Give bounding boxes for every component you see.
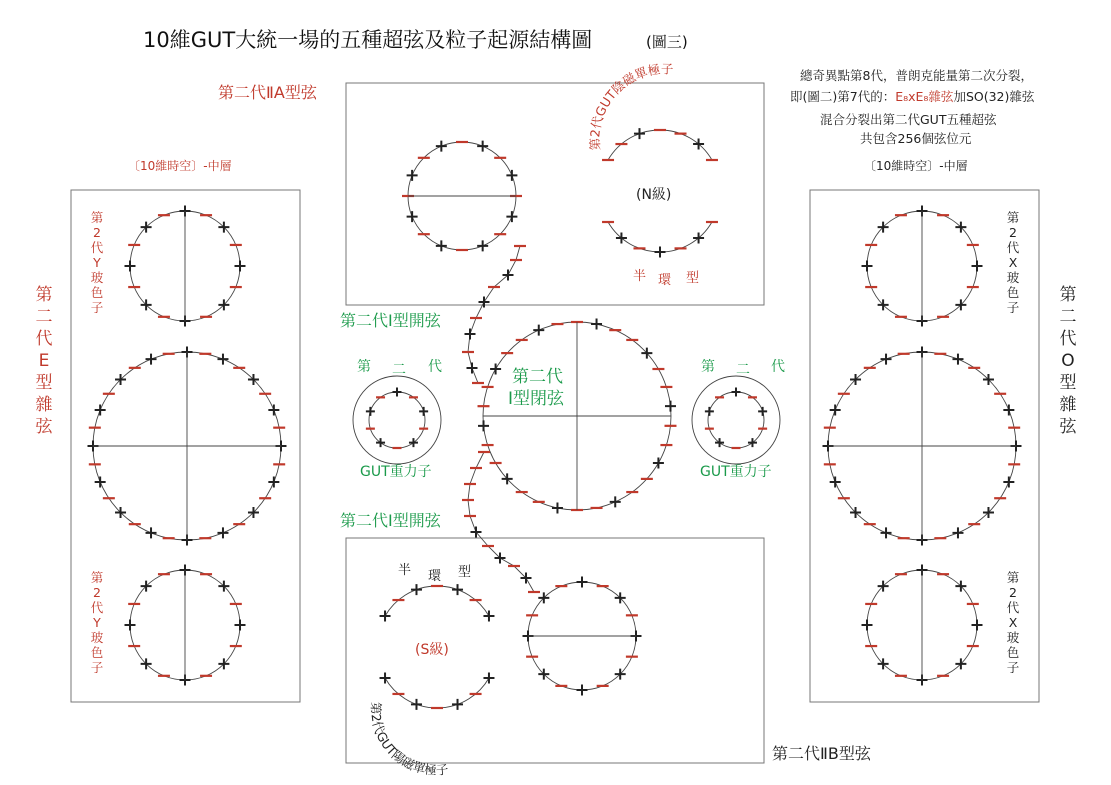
plus-mark	[577, 685, 588, 696]
plus-mark	[506, 211, 517, 222]
label-char: 環	[658, 273, 672, 288]
label-char: 代	[428, 359, 442, 375]
graviton-right-label: GUT重力子	[700, 464, 772, 480]
half-ring-bottom-label	[398, 562, 471, 584]
label-char: 子	[90, 300, 104, 315]
plus-mark	[479, 297, 490, 308]
plus-mark	[436, 240, 447, 251]
label-char: 代	[35, 329, 53, 349]
label-char: 型	[686, 271, 700, 286]
plus-mark	[483, 611, 494, 622]
plus-mark	[758, 407, 767, 416]
label-char: 玻	[90, 270, 104, 285]
label-char: 二	[1059, 307, 1077, 327]
left-spacetime-label: 〔10維時空〕-中層	[128, 159, 232, 173]
e-type-label	[36, 285, 54, 437]
iib-label: 第二代ⅡB型弦	[772, 744, 871, 763]
label-char: Y	[93, 255, 101, 270]
plus-mark	[634, 128, 645, 139]
label-char: 第	[1006, 210, 1020, 225]
iia-label: 第二代ⅡA型弦	[218, 83, 317, 102]
label-char: 2	[93, 585, 101, 600]
label-char: 代	[1059, 329, 1077, 349]
plus-mark	[732, 388, 741, 397]
label-char: 2	[1009, 225, 1017, 240]
monopole-negative-label: 第2代GUT陰磁單極子	[587, 61, 674, 151]
x-boson-bottom-label	[1007, 570, 1020, 675]
plus-mark	[655, 247, 666, 258]
label-char: 二	[392, 362, 406, 378]
plus-mark	[552, 502, 563, 513]
diagram-title: 10維GUT大統一場的五種超弦及粒子起源結構圖	[143, 28, 593, 52]
plus-mark	[125, 261, 136, 272]
plus-mark	[490, 364, 501, 375]
plus-mark	[411, 699, 422, 710]
plus-mark	[653, 458, 664, 469]
plus-mark	[366, 407, 375, 416]
label-char: Y	[93, 615, 101, 630]
note-line-1: 總奇異點第8代，普朗克能量第二次分裂，	[800, 68, 1033, 83]
plus-mark	[478, 420, 489, 431]
vertical-labels	[36, 210, 1078, 675]
open-string-top-label: 第二代Ⅰ型開弦	[340, 311, 441, 330]
plus-mark	[419, 407, 428, 416]
plus-mark	[407, 170, 418, 181]
label-char: 第	[1059, 285, 1077, 305]
gen2-right-label	[701, 359, 785, 378]
string-circle	[708, 392, 764, 448]
plus-mark	[952, 527, 963, 538]
label-char: 半	[398, 563, 412, 578]
plus-mark	[95, 405, 106, 416]
label-char: 色	[1006, 285, 1020, 300]
label-char: E	[38, 351, 50, 371]
right-spacetime-label: 〔10維時空〕-中層	[864, 159, 968, 173]
note-line-4: 共包含256個弦位元	[860, 131, 972, 146]
closed-string-label-1: 第二代	[512, 367, 563, 387]
label-char: 第	[35, 285, 53, 305]
plus-mark	[393, 388, 402, 397]
open-string-path	[468, 246, 520, 383]
y-boson-top-label	[91, 210, 104, 315]
label-char: 第	[90, 210, 104, 225]
string-circle	[369, 392, 425, 448]
label-char: 型	[1059, 373, 1077, 393]
label-char: 代	[771, 359, 785, 375]
plus-mark	[146, 527, 157, 538]
note-line-2: 即(圖二)第7代的：E₈xE₈雜弦加SO(32)雜弦	[790, 89, 1035, 104]
label-char: 第	[1006, 570, 1020, 585]
label-char: 代	[1006, 600, 1020, 615]
plus-mark	[477, 240, 488, 251]
label-char: 半	[633, 269, 647, 284]
monopole-positive-label: 第2代GUT陽磁單極子	[368, 701, 450, 778]
diagram-title-suffix: (圖三)	[646, 33, 688, 51]
plus-mark	[95, 476, 106, 487]
label-char: 子	[90, 660, 104, 675]
n-class-label: (N級)	[636, 187, 672, 203]
plus-mark	[380, 611, 391, 622]
plus-mark	[268, 405, 279, 416]
label-char: 色	[90, 285, 104, 300]
label-char: 子	[1006, 660, 1020, 675]
plus-mark	[380, 673, 391, 684]
iia-box	[346, 83, 764, 305]
plus-mark	[705, 407, 714, 416]
plus-mark	[881, 527, 892, 538]
closed-string-label-2: Ⅰ型閉弦	[508, 389, 565, 409]
plus-mark	[146, 354, 157, 365]
label-char: X	[1008, 255, 1018, 270]
plus-mark	[972, 620, 983, 631]
plus-mark	[533, 325, 544, 336]
plus-mark	[452, 699, 463, 710]
plus-mark	[407, 211, 418, 222]
label-char: 二	[35, 307, 53, 327]
string-diagram-shapes	[88, 128, 1022, 710]
label-char: 色	[1006, 645, 1020, 660]
label-char: 二	[736, 362, 750, 378]
plus-mark	[972, 261, 983, 272]
label-char: 第	[357, 359, 371, 375]
plus-mark	[268, 476, 279, 487]
label-char: 玻	[1006, 630, 1020, 645]
plus-mark	[830, 476, 841, 487]
plus-mark	[465, 329, 476, 340]
plus-mark	[862, 261, 873, 272]
plus-mark	[862, 620, 873, 631]
plus-mark	[830, 405, 841, 416]
label-char: 玻	[90, 630, 104, 645]
plus-mark	[467, 363, 478, 374]
plus-mark	[1003, 476, 1014, 487]
s-class-label: (S級)	[415, 642, 449, 658]
y-boson-bottom-label	[91, 570, 104, 675]
label-char: 環	[428, 569, 442, 584]
plus-mark	[591, 319, 602, 330]
label-char: 玻	[1006, 270, 1020, 285]
label-char: X	[1008, 615, 1018, 630]
o-type-label	[1060, 285, 1078, 437]
label-char: 雜	[1059, 395, 1077, 415]
label-char: 子	[1006, 300, 1020, 315]
plus-mark	[436, 141, 447, 152]
label-char: 2	[1009, 585, 1017, 600]
plus-mark	[125, 620, 136, 631]
plus-mark	[483, 673, 494, 684]
x-boson-top-label	[1007, 210, 1020, 315]
open-string-path	[468, 452, 534, 592]
plus-mark	[952, 354, 963, 365]
label-char: 代	[1006, 240, 1020, 255]
plus-mark	[1003, 405, 1014, 416]
gen2-left-label	[357, 359, 442, 378]
label-char: 第	[90, 570, 104, 585]
plus-mark	[235, 620, 246, 631]
label-char: 弦	[35, 417, 53, 437]
plus-mark	[610, 496, 621, 507]
label-char: 第	[701, 359, 715, 375]
plus-mark	[217, 354, 228, 365]
label-char: 代	[90, 600, 104, 615]
label-char: 弦	[1059, 417, 1077, 437]
label-char: 雜	[35, 395, 53, 415]
plus-mark	[411, 584, 422, 595]
plus-mark	[452, 584, 463, 595]
label-char: O	[1061, 351, 1075, 371]
graviton-left-label: GUT重力子	[360, 464, 432, 480]
plus-mark	[577, 577, 588, 588]
plus-mark	[881, 354, 892, 365]
label-char: 代	[90, 240, 104, 255]
label-char: 型	[458, 565, 472, 580]
open-string-bottom-label: 第二代Ⅰ型開弦	[340, 511, 441, 530]
plus-mark	[477, 141, 488, 152]
half-ring-top-label	[633, 268, 699, 288]
plus-mark	[235, 261, 246, 272]
plus-mark	[217, 527, 228, 538]
label-char: 2	[93, 225, 101, 240]
label-char: 色	[90, 645, 104, 660]
note-line-3: 混合分裂出第二代GUT五種超弦	[820, 112, 997, 127]
label-char: 型	[35, 373, 53, 393]
plus-mark	[665, 401, 676, 412]
plus-mark	[506, 170, 517, 181]
